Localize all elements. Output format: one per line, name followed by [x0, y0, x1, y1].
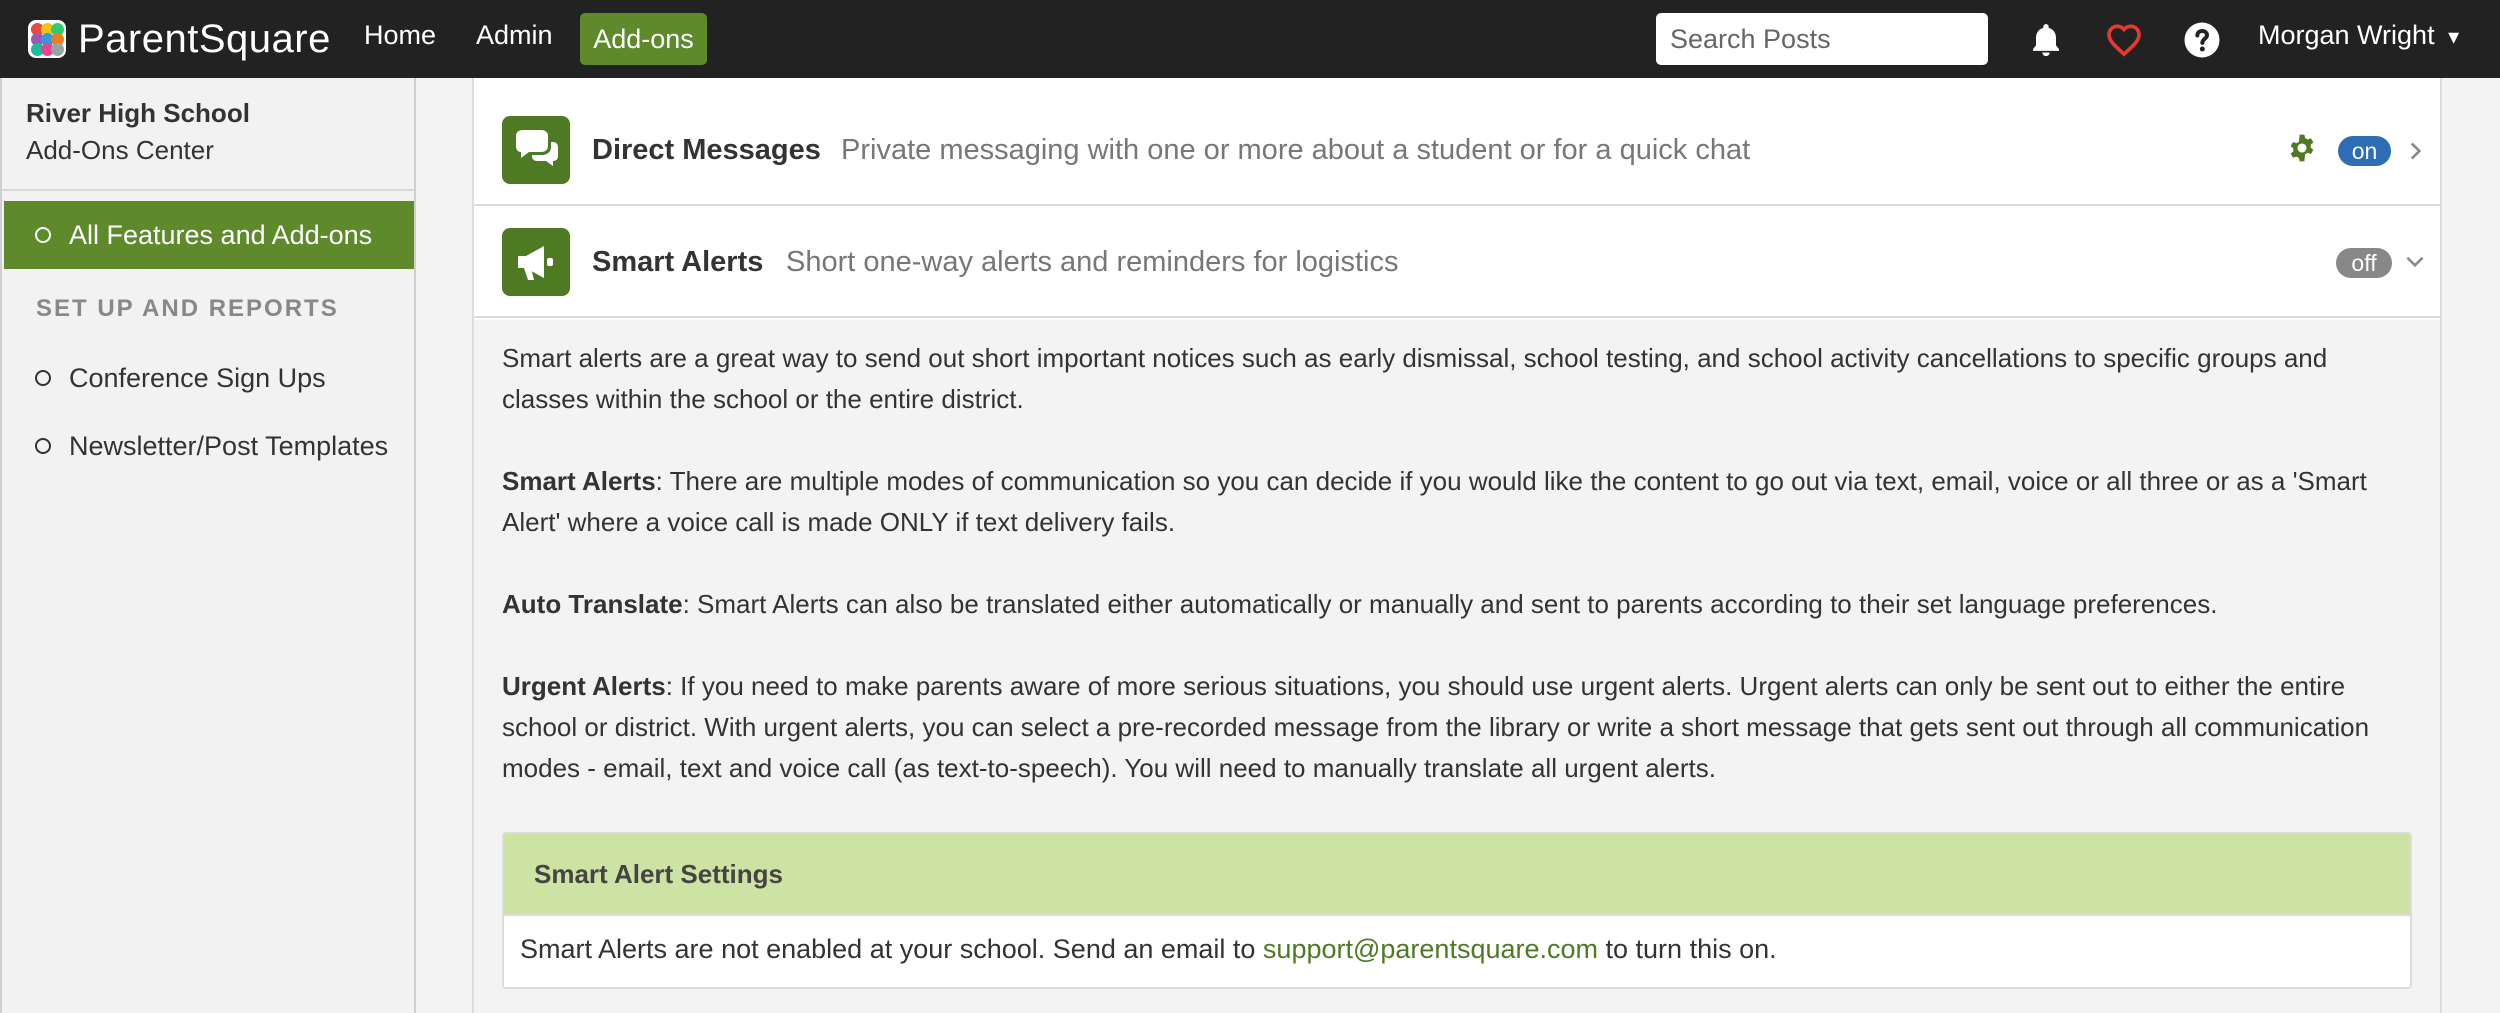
- circle-bullet-icon: [35, 370, 51, 386]
- sidebar-section-heading: SET UP AND REPORTS: [36, 295, 339, 322]
- circle-bullet-icon: [35, 438, 51, 454]
- bell-icon[interactable]: [2026, 20, 2066, 60]
- logo-mark-icon: [28, 20, 66, 58]
- help-icon[interactable]: [2182, 20, 2222, 60]
- chat-bubbles-icon: [502, 116, 570, 184]
- detail-intro: Smart alerts are a great way to send out short important notices such as early dismissal, school testing, and school activity cancellations to specific groups and classes within the school or the entire district.: [502, 343, 2328, 414]
- settings-title: Smart Alert Settings: [534, 859, 783, 889]
- status-toggle-off[interactable]: off: [2336, 248, 2392, 278]
- feature-row-direct-messages[interactable]: [474, 96, 2440, 206]
- nav-home[interactable]: Home: [364, 20, 437, 50]
- sidebar-divider: [2, 189, 414, 191]
- sidebar: [0, 78, 416, 1013]
- nav-addons[interactable]: Add-ons: [580, 13, 707, 65]
- detail-urgent-label: Urgent Alerts: [502, 671, 666, 701]
- status-toggle-on[interactable]: on: [2338, 136, 2391, 166]
- gear-icon[interactable]: [2286, 132, 2318, 164]
- detail-modes-label: Smart Alerts: [502, 466, 656, 496]
- settings-header: [504, 834, 2410, 916]
- top-navigation-bar: [0, 0, 2500, 78]
- support-email-link[interactable]: support@parentsquare.com: [1262, 934, 1599, 964]
- feature-title: Smart Alerts: [592, 246, 764, 278]
- search-input[interactable]: [1656, 13, 1988, 65]
- feature-row-smart-alerts[interactable]: [474, 208, 2440, 318]
- smart-alerts-detail: [474, 320, 2440, 1013]
- sidebar-item-label: Conference Sign Ups: [69, 362, 326, 393]
- parentsquare-logo[interactable]: [28, 14, 331, 64]
- feature-description: Short one-way alerts and reminders for logistics: [786, 246, 1399, 278]
- detail-translate-text: : Smart Alerts can also be translated either automatically or manually and sent to parents according to their set language preferences.: [682, 589, 2218, 619]
- sidebar-subtitle: Add-Ons Center: [26, 135, 214, 165]
- feature-description: Private messaging with one or more about a student or for a quick chat: [841, 134, 1751, 166]
- chevron-down-icon[interactable]: [2402, 248, 2428, 274]
- megaphone-icon: [502, 228, 570, 296]
- sidebar-item-all-features[interactable]: [4, 201, 414, 269]
- detail-modes: [502, 461, 2402, 543]
- heart-icon[interactable]: [2104, 20, 2144, 60]
- detail-modes-text: : There are multiple modes of communication so you can decide if you would like the content to go out via text, email, voice or all three or as a 'Smart Alert' where a voice call is made ONLY if text delivery fails.: [502, 466, 2367, 537]
- feature-title: Direct Messages: [592, 134, 821, 166]
- circle-bullet-icon: [35, 227, 51, 243]
- settings-message-text-end: to turn this on.: [1598, 934, 1777, 964]
- settings-message: [520, 934, 1777, 965]
- detail-translate-label: Auto Translate: [502, 589, 683, 619]
- sidebar-item-conference-sign-ups[interactable]: [4, 358, 414, 398]
- user-menu[interactable]: [2258, 20, 2459, 51]
- sidebar-item-label: Newsletter/Post Templates: [69, 430, 389, 461]
- sidebar-item-newsletter-templates[interactable]: [4, 426, 414, 466]
- detail-urgent-text: : If you need to make parents aware of more serious situations, you should use urgent alerts. Urgent alerts can only be sent out to either the entire school or district. With urgent alerts, you can select a pre-recorded message from the library or write a short message that gets sent out through all communication modes - email, text and voice call (as text-to-speech). You will need to manually translate all urgent alerts.: [502, 671, 2370, 783]
- smart-alert-settings-box: [502, 832, 2412, 989]
- school-name: River High School: [26, 98, 250, 128]
- logo-text: ParentSquare: [78, 16, 331, 61]
- sidebar-item-label: All Features and Add-ons: [69, 219, 373, 250]
- chevron-right-icon[interactable]: [2402, 138, 2428, 164]
- chevron-down-icon: ▾: [2448, 24, 2460, 49]
- detail-translate: [502, 584, 2402, 625]
- settings-message-text: Smart Alerts are not enabled at your school. Send an email to: [520, 934, 1263, 964]
- user-name: Morgan Wright: [2258, 20, 2435, 50]
- nav-admin[interactable]: Admin: [476, 20, 553, 50]
- detail-urgent: [502, 666, 2402, 789]
